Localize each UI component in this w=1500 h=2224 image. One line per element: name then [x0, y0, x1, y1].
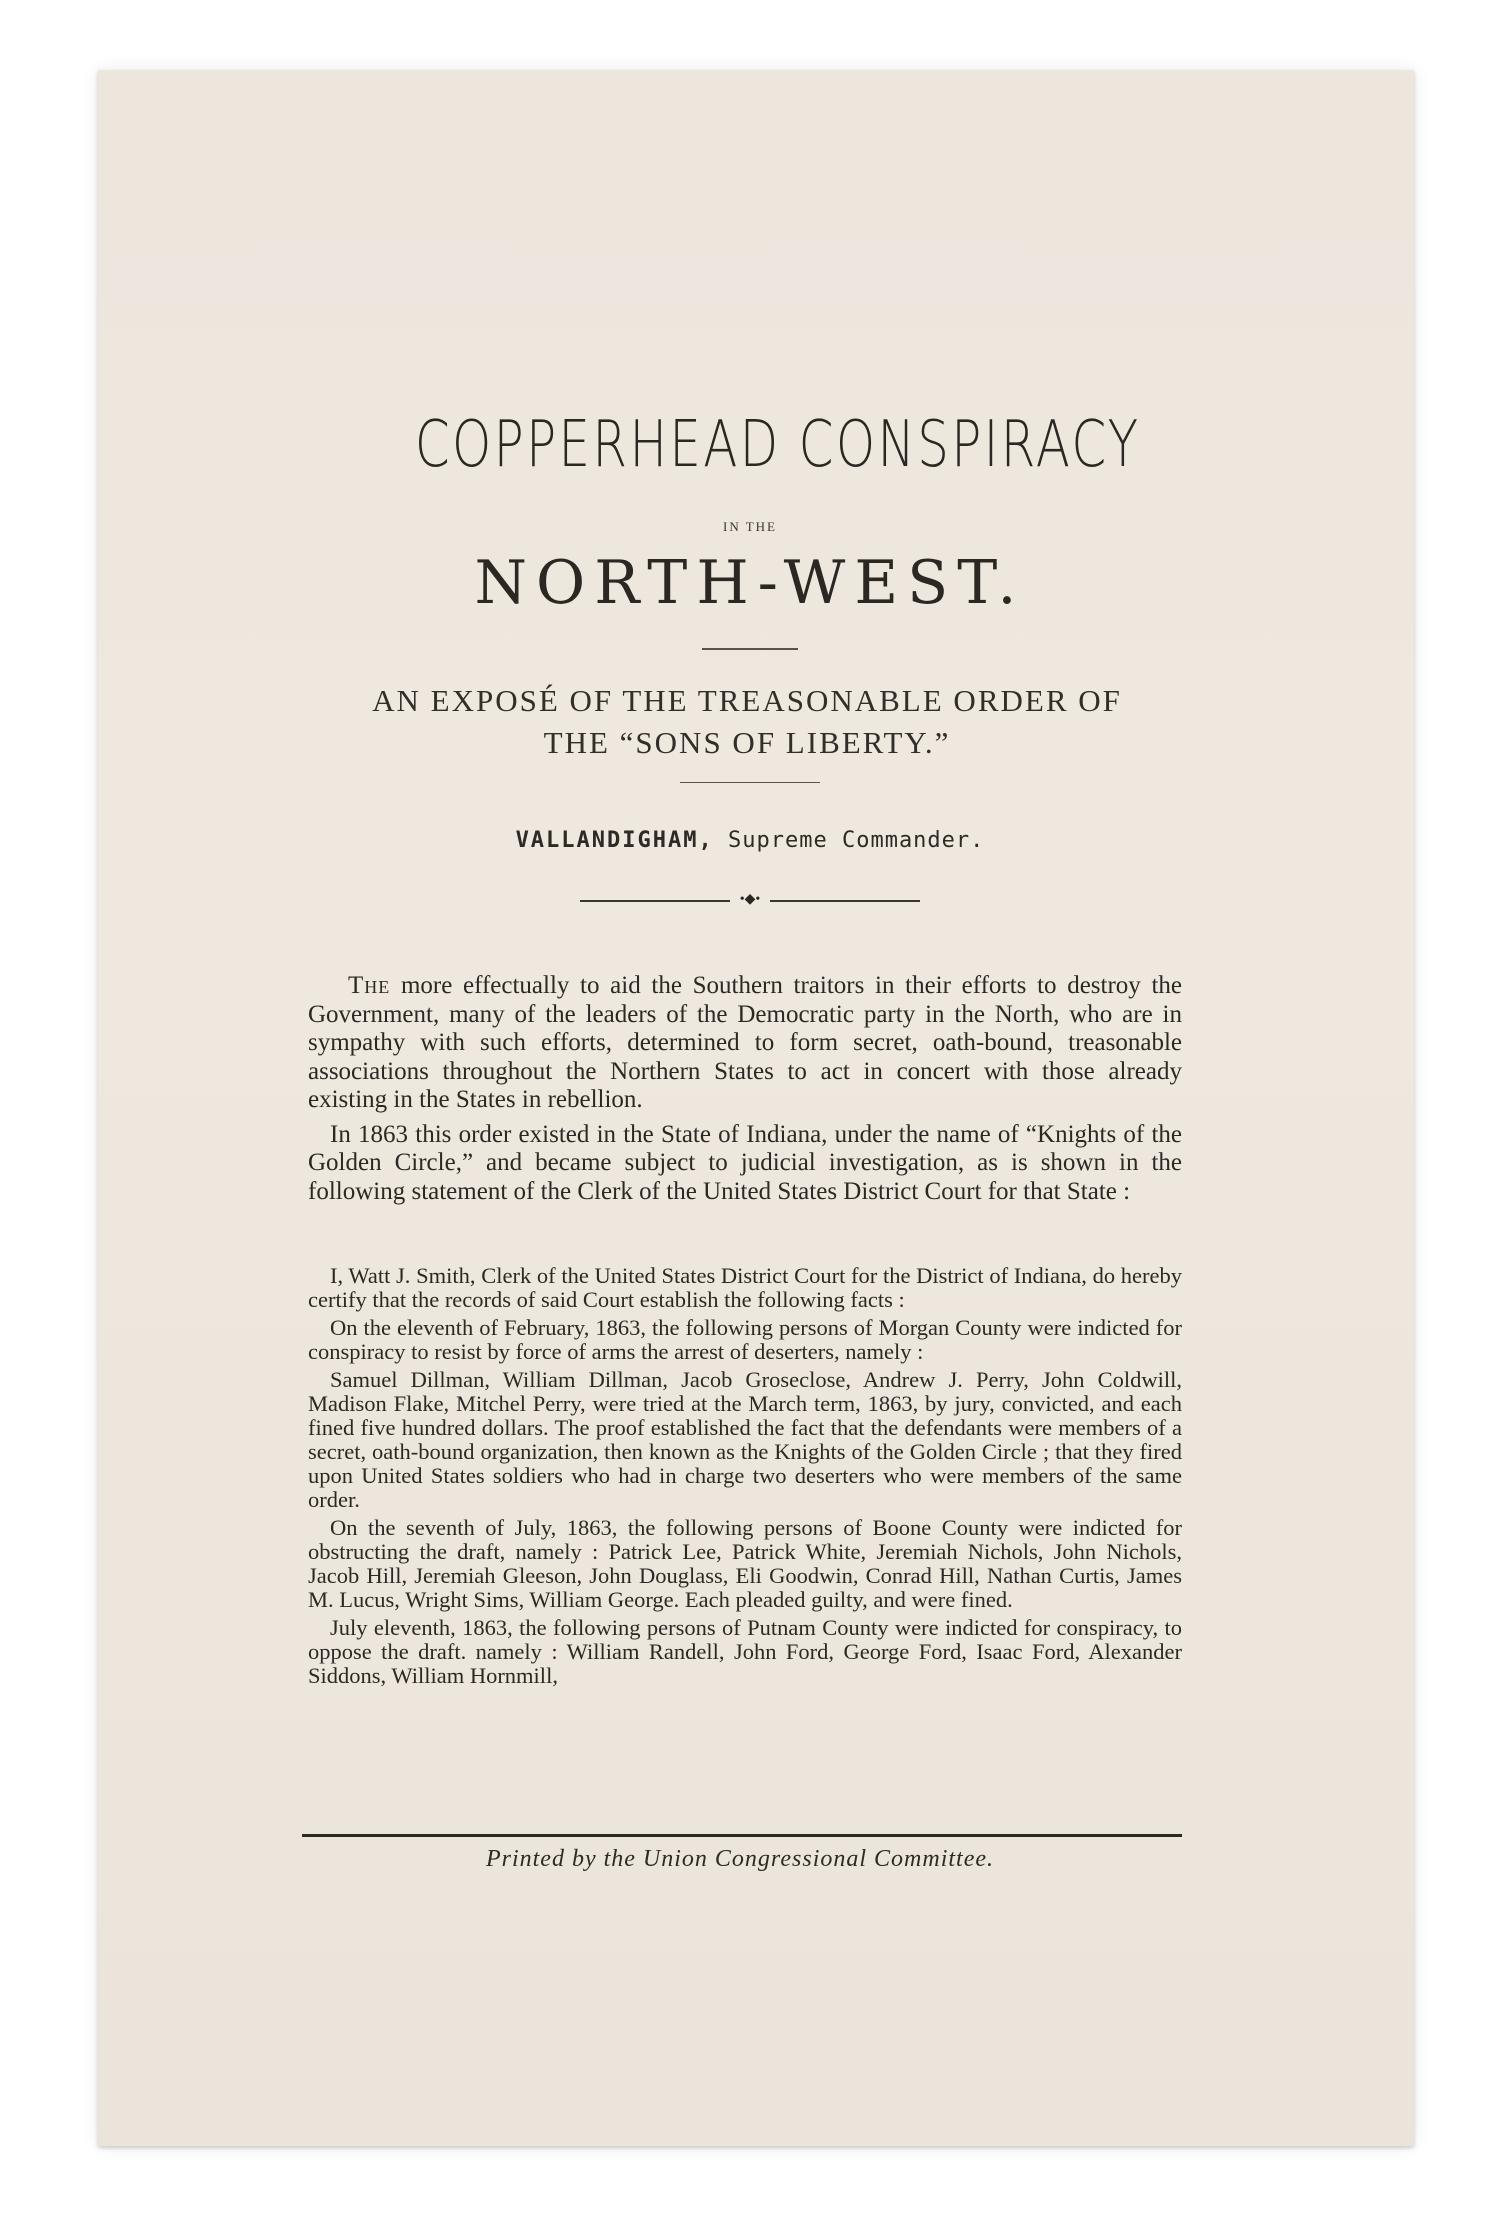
paragraph-5: Samuel Dillman, William Dillman, Jacob Groseclose, Andrew J. Perry, John Coldwill, Madison Flake, Mitchel Perry, were tried at the March term, 1863, by jury, convicted, and each fined five hundred dollars. The proof established the fact that the defendants were members of a secret, oath-bound organization, then known as the Knights of the Golden Circle ; that they fired upon United States soldiers who had in charge two deserters who were members of the same order.: [308, 1367, 1182, 1512]
ornament-line-left: [580, 900, 730, 902]
ornament-line-right: [770, 900, 920, 902]
document-title-region: NORTH-WEST.: [474, 548, 1026, 618]
subtitle-line-2: THE “SONS OF LIBERTY.”: [543, 725, 951, 760]
commander-role: Supreme Commander.: [728, 828, 985, 853]
title-connector: IN THE: [722, 519, 777, 534]
printer-imprint: Printed by the Union Congressional Committee.: [485, 1846, 995, 1872]
document-title: COPPERHEAD CONSPIRACY: [414, 408, 1141, 482]
commander-line: [380, 828, 1120, 853]
paragraph-6: On the seventh of July, 1863, the following persons of Boone County were indicted for obstructing the draft, namely : Patrick Lee, Patrick White, Jeremiah Nichols, John Nichols, Jacob Hill, Jeremiah Gleeson, John Douglass, Eli Goodwin, Conrad Hill, Nathan Curtis, James M. Lucus, Wright Sims, William George. Each pleaded guilty, and were fined.: [308, 1515, 1182, 1612]
paragraph-1: [308, 972, 1182, 1115]
paragraph-1-lead: The: [348, 972, 391, 999]
paragraph-1-text: more effectually to aid the Southern traitors in their efforts to destroy the Government, many of the leaders of the Democratic party in the North, who are in sympathy with such efforts, determined to form secret, oath-bound, treasonable associations throughout the Northern States to act in concert with those already existing in the States in rebellion.: [308, 972, 1182, 1113]
paragraph-3: I, Watt J. Smith, Clerk of the United States District Court for the District of Indiana, do hereby certify that the records of said Court establish the following facts :: [308, 1263, 1182, 1312]
paragraph-4: On the eleventh of February, 1863, the following persons of Morgan County were indicted for conspiracy to resist by force of arms the arrest of deserters, namely :: [308, 1315, 1182, 1364]
ornament-dots: •◆•: [739, 892, 761, 907]
paragraph-7: July eleventh, 1863, the following persons of Putnam County were indicted for conspiracy, to oppose the draft. namely : William Randell, John Ford, George Ford, Isaac Ford, Alexander Siddons, William Hornmill,: [308, 1615, 1182, 1688]
short-rule-top: [702, 648, 798, 650]
body-text-large: [308, 972, 1182, 1206]
short-rule-middle: [680, 782, 820, 783]
ornamental-divider: [580, 892, 920, 907]
body-text-small: [308, 1264, 1182, 1688]
paragraph-2: In 1863 this order existed in the State of Indiana, under the name of “Knights of the Golden Circle,” and became subject to judicial investigation, as is shown in the following statement of the Clerk of the United States District Court for that State :: [308, 1120, 1182, 1205]
commander-name: VALLANDIGHAM,: [515, 828, 714, 853]
document-subtitle: [312, 680, 1182, 764]
bottom-rule: [302, 1834, 1182, 1837]
subtitle-line-1: AN EXPOSÉ OF THE TREASONABLE ORDER OF: [372, 683, 1122, 718]
